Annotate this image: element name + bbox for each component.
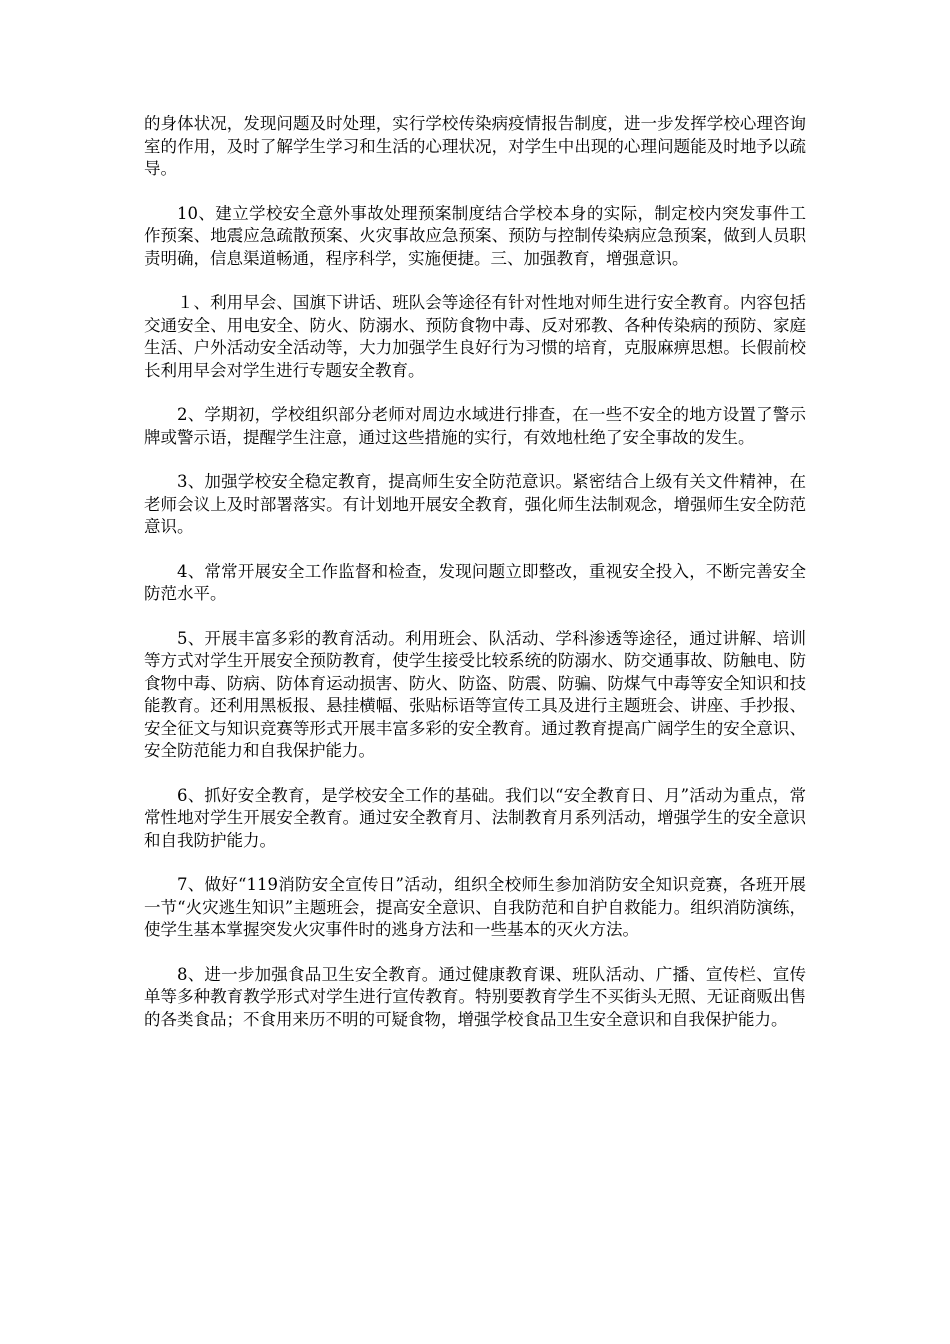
paragraph-item-10: 10、建立学校安全意外事故处理预案制度结合学校本身的实际，制定校内突发事件工作预案、地震应急疏散预案、火灾事故应急预案、预防与控制传染病应急预案，做到人员职责明确，信息渠道畅通，程序科学，实施便捷。三、加强教育，增强意识。	[144, 203, 806, 268]
paragraph-item-3: 3、加强学校安全稳定教育，提高师生安全防范意识。紧密结合上级有关文件精神，在老师会议上及时部署落实。有计划地开展安全教育，强化师生法制观念，增强师生安全防范意识。	[144, 472, 806, 536]
paragraph-item-1: １、利用早会、国旗下讲话、班队会等途径有针对性地对师生进行安全教育。内容包括交通安全、用电安全、防火、防溺水、预防食物中毒、反对邪教、各种传染病的预防、家庭生活、户外活动安全活动等，大力加强学生良好行为习惯的培育，克服麻痹思想。长假前校长利用早会对学生进行专题安全教育。	[144, 293, 806, 380]
paragraph-item-5: 5、开展丰富多彩的教育活动。利用班会、队活动、学科渗透等途径，通过讲解、培训等方式对学生开展安全预防教育，使学生接受比较系统的防溺水、防交通事故、防触电、防食物中毒、防病、防体育运动损害、防火、防盗、防震、防骗、防煤气中毒等安全知识和技能教育。还利用黑板报、悬挂横幅、张贴标语等宣传工具及进行主题班会、讲座、手抄报、安全征文与知识竞赛等形式开展丰富多彩的安全教育。通过教育提高广阔学生的安全意识、安全防范能力和自我保护能力。	[144, 628, 806, 760]
paragraph-item-2: 2、学期初，学校组织部分老师对周边水域进行排查，在一些不安全的地方设置了警示牌或警示语，提醒学生注意，通过这些措施的实行，有效地杜绝了安全事故的发生。	[144, 405, 806, 447]
paragraph-item-8: 8、进一步加强食品卫生安全教育。通过健康教育课、班队活动、广播、宣传栏、宣传单等多种教育教学形式对学生进行宣传教育。特别要教育学生不买街头无照、无证商贩出售的各类食品；不食用来历不明的可疑食物，增强学校食品卫生安全意识和自我保护能力。	[144, 964, 806, 1029]
paragraph-item-7: 7、做好“119消防安全宣传日”活动，组织全校师生参加消防安全知识竞赛，各班开展一节“火灾逃生知识”主题班会，提高安全意识、自我防范和自护自救能力。组织消防演练，使学生基本掌握突发火灾事件时的逃身方法和一些基本的灭火方法。	[144, 875, 806, 939]
paragraph-continuation: 的身体状况，发现问题及时处理，实行学校传染病疫情报告制度，进一步发挥学校心理咨询室的作用，及时了解学生学习和生活的心理状况，对学生中出现的心理问题能及时地予以疏导。	[144, 114, 806, 178]
paragraph-item-6: 6、抓好安全教育，是学校安全工作的基础。我们以“安全教育日、月”活动为重点，常常性地对学生开展安全教育。通过安全教育月、法制教育月系列活动，增强学生的安全意识和自我防护能力。	[144, 785, 806, 850]
paragraph-item-4: 4、常常开展安全工作监督和检查，发现问题立即整改，重视安全投入，不断完善安全防范水平。	[144, 561, 806, 603]
document-page	[144, 113, 806, 1053]
